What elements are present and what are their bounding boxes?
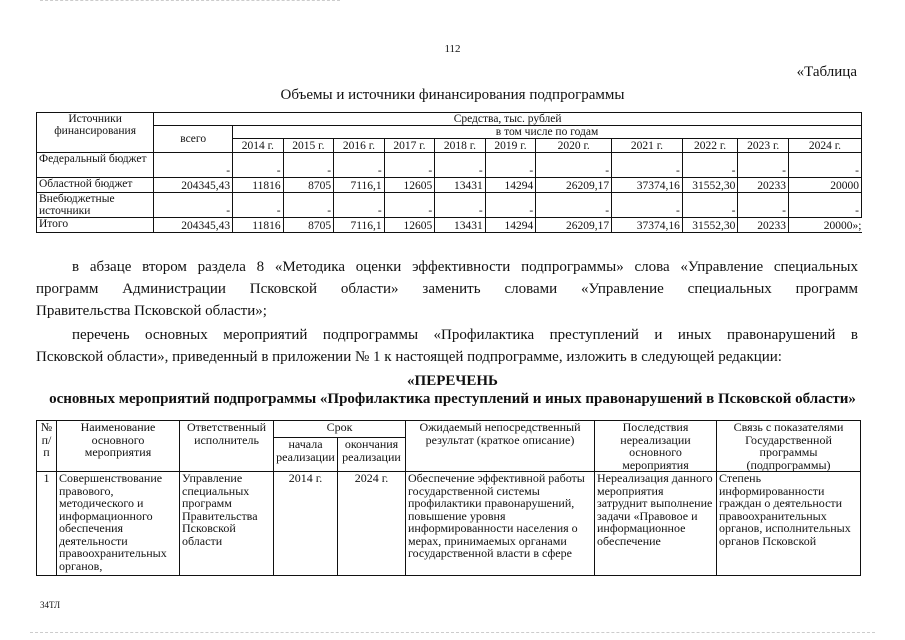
funding-table <box>36 112 862 233</box>
year-cell: 31552,30 <box>682 178 738 193</box>
row-label: Итого <box>37 218 154 233</box>
row-label: Областной бюджет <box>37 178 154 193</box>
year-cell: - <box>283 193 334 218</box>
year-header: 2017 г. <box>384 139 435 153</box>
total-cell: - <box>154 153 233 178</box>
year-header: 2022 г. <box>682 139 738 153</box>
year-cell: - <box>738 153 789 178</box>
header-funds: Средства, тыс. рублей <box>154 113 862 126</box>
paragraph-list-replacement <box>36 324 858 368</box>
year-header: 2021 г. <box>612 139 683 153</box>
year-cell: 13431 <box>435 218 486 233</box>
header-name: Наименование основного мероприятия <box>57 421 180 472</box>
year-cell: 37374,16 <box>612 218 683 233</box>
year-header: 2018 г. <box>435 139 486 153</box>
year-cell: 7116,1 <box>334 178 385 193</box>
table-row <box>37 193 862 218</box>
year-cell: - <box>612 153 683 178</box>
header-executor: Ответственный исполнитель <box>180 421 274 472</box>
year-cell: 12605 <box>384 218 435 233</box>
year-header: 2015 г. <box>283 139 334 153</box>
header-indicators: Связь с показателями Государственной программы (подпрограммы) <box>717 421 861 472</box>
row-start: 2014 г. <box>274 472 338 576</box>
year-cell: - <box>788 153 861 178</box>
year-cell: - <box>384 193 435 218</box>
year-cell: - <box>283 153 334 178</box>
row-name: Совершенствование правового, методического и информационного обеспечения деятельности правоохранительных органов, <box>57 472 180 576</box>
year-cell: 8705 <box>283 218 334 233</box>
table-row <box>37 178 862 193</box>
paragraph-line: в абзаце втором раздела 8 «Методика оценки эффективности подпрограммы» слова «Управление специальных <box>72 259 858 275</box>
year-cell: 20000 <box>788 178 861 193</box>
table-label: «Таблица <box>796 64 857 80</box>
header-total: всего <box>154 126 233 153</box>
row-num: 1 <box>37 472 57 576</box>
header-term: Срок <box>274 421 406 438</box>
year-cell: - <box>233 153 284 178</box>
paragraph-line: перечень основных мероприятий подпрограммы «Профилактика преступлений и иных правонарушений в <box>72 327 858 343</box>
year-cell: 7116,1 <box>334 218 385 233</box>
row-indicators: Степень информированности граждан о деятельности правоохранительных органов, исполнительных органов Псковской <box>717 472 861 576</box>
year-cell: - <box>485 193 536 218</box>
header-by-years: в том числе по годам <box>233 126 862 139</box>
year-cell: - <box>233 193 284 218</box>
year-header: 2020 г. <box>536 139 612 153</box>
total-cell: 204345,43 <box>154 178 233 193</box>
year-cell: 14294 <box>485 218 536 233</box>
year-cell: - <box>485 153 536 178</box>
paragraph-line: Правительства Псковской области»; <box>36 303 267 319</box>
year-cell: 20000»; <box>788 218 861 233</box>
year-cell: 14294 <box>485 178 536 193</box>
year-cell: 26209,17 <box>536 218 612 233</box>
paragraph-methodology <box>36 256 858 322</box>
year-cell: - <box>334 153 385 178</box>
table-row <box>37 218 862 233</box>
year-cell: - <box>435 153 486 178</box>
year-cell: - <box>536 193 612 218</box>
year-header: 2014 г. <box>233 139 284 153</box>
year-header: 2019 г. <box>485 139 536 153</box>
year-cell: - <box>435 193 486 218</box>
page-number: 112 <box>444 43 461 55</box>
year-cell: 11816 <box>233 178 284 193</box>
year-cell: - <box>384 153 435 178</box>
list-title-subheading: основных мероприятий подпрограммы «Профилактика преступлений и иных правонарушений в Псковской области» <box>49 391 856 407</box>
header-source: Источники финансирования <box>37 113 154 153</box>
year-cell: - <box>612 193 683 218</box>
year-cell: - <box>682 153 738 178</box>
total-cell: - <box>154 193 233 218</box>
year-cell: 11816 <box>233 218 284 233</box>
row-executor: Управление специальных программ Правительства Псковской области <box>180 472 274 576</box>
year-cell: 20233 <box>738 178 789 193</box>
scan-top-edge <box>40 0 340 1</box>
row-label: Федеральный бюджет <box>37 153 154 178</box>
year-cell: - <box>738 193 789 218</box>
year-cell: 37374,16 <box>612 178 683 193</box>
year-cell: 26209,17 <box>536 178 612 193</box>
year-cell: 31552,30 <box>682 218 738 233</box>
header-end: окончания реализации <box>338 438 406 472</box>
header-start: начала реализации <box>274 438 338 472</box>
paragraph-line: программ Администрации Псковской области» заменить словами «Управление специальных программ <box>36 281 858 297</box>
list-title-heading: «ПЕРЕЧЕНЬ <box>407 373 498 389</box>
year-cell: - <box>682 193 738 218</box>
row-result: Обеспечение эффективной работы государственной системы профилактики правонарушений, повышение уровня информированности населения о мерах, принимаемых органами государственной власти в сфере <box>406 472 595 576</box>
header-consequences: Последствия нереализации основного мероприятия <box>595 421 717 472</box>
paragraph-line: Псковской области», приведенный в приложении № 1 к настоящей подпрограмме, изложить в следующей редакции: <box>36 349 782 365</box>
footer-code: 34ТЛ <box>40 600 61 610</box>
table-row <box>37 472 861 576</box>
header-num: № п/п <box>37 421 57 472</box>
year-cell: 8705 <box>283 178 334 193</box>
activities-table <box>36 420 861 576</box>
table-row <box>37 153 862 178</box>
row-end: 2024 г. <box>338 472 406 576</box>
row-label: Внебюджетные источники <box>37 193 154 218</box>
year-header: 2023 г. <box>738 139 789 153</box>
row-consequences: Нереализация данного мероприятия затруднит выполнение задачи «Правовое и информационное обеспечение <box>595 472 717 576</box>
year-header: 2016 г. <box>334 139 385 153</box>
header-result: Ожидаемый непосредственный результат (краткое описание) <box>406 421 595 472</box>
year-cell: 12605 <box>384 178 435 193</box>
scan-bottom-edge <box>30 632 875 633</box>
year-cell: 13431 <box>435 178 486 193</box>
year-cell: - <box>334 193 385 218</box>
year-cell: - <box>536 153 612 178</box>
funding-table-title: Объемы и источники финансирования подпрограммы <box>280 87 625 103</box>
year-header: 2024 г. <box>788 139 861 153</box>
total-cell: 204345,43 <box>154 218 233 233</box>
year-cell: - <box>788 193 861 218</box>
year-cell: 20233 <box>738 218 789 233</box>
